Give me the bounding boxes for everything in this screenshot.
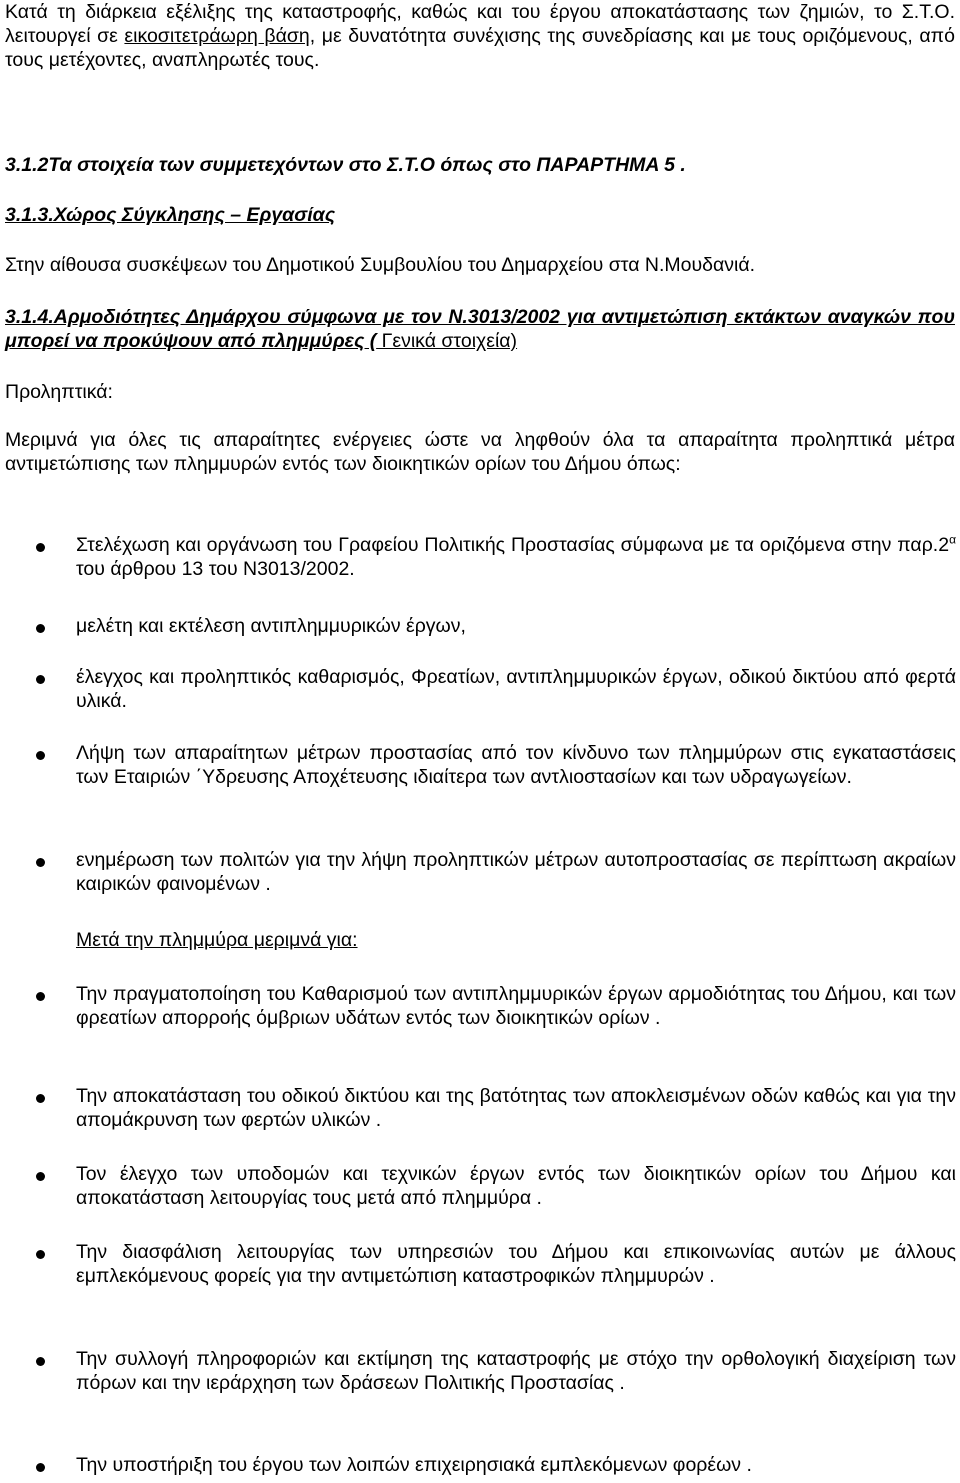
superscript: α	[949, 532, 956, 547]
list-item-text: Λήψη των απαραίτητων μέτρων προστασίας από τον κίνδυνο των πλημμύρων στις εγκαταστάσεις των Εταιριών ΄Υδρευσης Αποχέτευσης ιδιαίτερα των αντλιοστασίων και των υδραγωγείων.	[76, 742, 956, 788]
bullet-icon	[36, 543, 45, 552]
section-3-1-2-heading: 3.1.2Τα στοιχεία των συμμετεχόντων στο Σ.Τ.Ο όπως στο ΠΑΡΑΡΤΗΜΑ 5 .	[5, 154, 686, 176]
section-3-1-4-title: 3.1.4.Αρμοδιότητες Δημάρχου σύμφωνα με τον Ν.3013/2002 για αντιμετώπιση εκτάκτων αναγκών που μπορεί να προκύψουν από πλημμύρες (	[5, 306, 955, 352]
bullet-icon	[36, 675, 45, 684]
intro-paragraph	[5, 0, 955, 72]
preventive-label: Προληπτικά:	[5, 381, 113, 403]
bullet-icon	[36, 751, 45, 760]
bullet-icon	[36, 1463, 45, 1472]
bullet-icon	[36, 1094, 45, 1103]
bullet-icon	[36, 624, 45, 633]
section-3-1-4-suffix: Γενικά στοιχεία)	[376, 330, 518, 352]
list-item-text: έλεγχος και προληπτικός καθαρισμός, Φρεατίων, αντιπλημμυρικών έργων, οδικού δικτύου από φερτά υλικά.	[76, 666, 956, 712]
bullet-icon	[36, 1172, 45, 1181]
list-item-text: Την συλλογή πληροφοριών και εκτίμηση της καταστροφής με στόχο την ορθολογική διαχείριση των πόρων και την ιεράρχηση των δράσεων Πολιτικής Προστασίας .	[76, 1348, 956, 1394]
list-item-text: Τον έλεγχο των υποδομών και τεχνικών έργων εντός των διοικητικών ορίων του Δήμου και αποκατάσταση λειτουργίας τους μετά από πλημμύρα .	[76, 1163, 956, 1209]
list-item-text: Την υποστήριξη του έργου των λοιπών επιχειρησιακά εμπλεκόμενων φορέων .	[76, 1454, 752, 1476]
list-item-text: μελέτη και εκτέλεση αντιπλημμυρικών έργων,	[76, 615, 466, 637]
list-item-text: Την διασφάλιση λειτουργίας των υπηρεσιών του Δήμου και επικοινωνίας αυτών με άλλους εμπλεκόμενους φορείς για την αντιμετώπιση καταστροφικών πλημμυρών .	[76, 1241, 956, 1287]
meeting-location-text: Στην αίθουσα συσκέψεων του Δημοτικού Συμβουλίου του Δημαρχείου στα Ν.Μουδανιά.	[5, 254, 756, 276]
bullet-icon	[36, 858, 45, 867]
list-item-text: Στελέχωση και οργάνωση του Γραφείου Πολιτικής Προστασίας σύμφωνα με τα οριζόμενα στην $\pi\alpha\rho.2^\alpha$ του άρθρου 13 του Ν3013/2002.	[76, 532, 956, 580]
bullet-icon	[36, 1250, 45, 1259]
intro-text-end: , με δυνατότητα συνέχισης της συνεδρίασης και με τους οριζόμενους, από τους μετέχοντες, αναπληρωτές τους.	[5, 25, 955, 71]
list-item-text: Την αποκατάσταση του οδικού δικτύου και της βατότητας των αποκλεισμένων οδών καθώς και για την απομάκρυνση των φερτών υλικών .	[76, 1085, 956, 1131]
preventive-paragraph: Μεριμνά για όλες τις απαραίτητες ενέργειες ώστε να ληφθούν όλα τα απαραίτητα προληπτικά μέτρα αντιμετώπισης των πλημμυρών εντός των διοικητικών ορίων του Δήμου όπως:	[5, 429, 955, 475]
bullet-icon	[36, 1357, 45, 1366]
after-flood-label: Μετά την πλημμύρα μεριμνά για:	[76, 929, 358, 951]
list-item-text: ενημέρωση των πολιτών για την λήψη προληπτικών μέτρων αυτοπροστασίας σε περίπτωση ακραίων καιρικών φαινομένων .	[76, 849, 956, 895]
section-3-1-3-heading: 3.1.3.Χώρος Σύγκλησης – Εργασίας	[5, 204, 336, 226]
list-item-text: Την πραγματοποίηση του Καθαρισμού των αντιπλημμυρικών έργων αρμοδιότητας του Δήμου, και των φρεατίων απορροής όμβριων υδάτων εντός των διοικητικών ορίων .	[76, 983, 956, 1029]
intro-underlined-text: εικοσιτετράωρη βάση	[124, 25, 310, 47]
section-3-1-4-heading	[5, 305, 955, 353]
intro-text-start: Κατά τη διάρκεια εξέλιξης της καταστροφής, καθώς και του έργου αποκατάστασης των ζημιών, το Σ.Τ.Ο. λειτουργεί σε	[5, 1, 955, 47]
bullet-icon	[36, 992, 45, 1001]
